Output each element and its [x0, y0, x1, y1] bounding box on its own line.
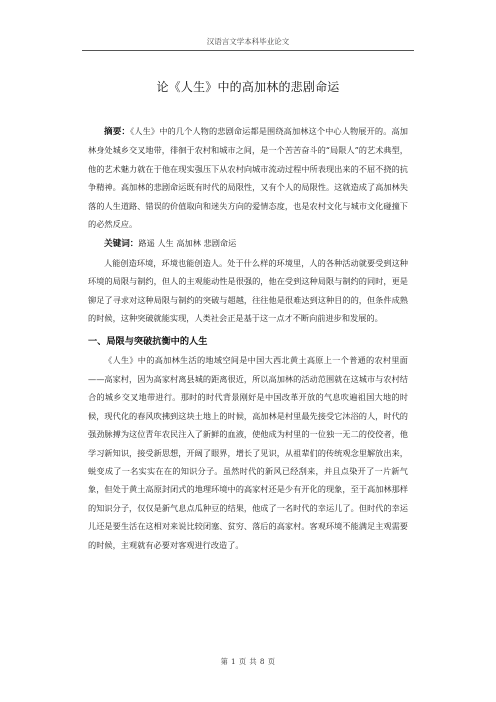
page-footer: 第 1 页 共 8 页 [220, 657, 276, 666]
abstract-label: 摘要： [104, 127, 131, 137]
section-heading: 一、局限与突破抗衡中的人生 [88, 336, 208, 348]
paper-title: 论《人生》中的高加林的悲剧命运 [156, 80, 340, 94]
page-header: 汉语言文学本科毕业论文 [82, 36, 414, 51]
section-paragraph: 《人生》中的高加林生活的地域空间是中国大西北黄土高原上一个普通的农村里面——高家村，因为高家村离县城的距离很近，所以高加林的活动范围就在这城市与农村结合的城乡交叉地带进行。那时的时代背景刚好是中国改革开放的气息吹遍祖国大地的时候，现代化的春风吹拂到这块土地上的时候，高加林是村里最先接受它沐浴的人，时代的强劲脉搏为这位青年农民注入了新鲜的血液，使他成为村里的一位独一无二的佼佼者，他学习新知识，接受新思想，开阔了眼界，增长了见识，从祖辈们的传统观念里解放出来，蜕变成了一名实实在在的知识分子。虽然时代的新风已经刮来，并且点染开了一片新气象，但处于黄土高原封闭式的地理环境中的高家村还是少有开化的现象，至于高加林那样的知识分子，仅仅是新气息点瓜种豆的结果，他成了一名时代的幸运儿了。但时代的幸运儿还是要生活在这相对来说比较闭塞、贫穷、落后的高家村。客观环境不能满足主观需要的时候，主观就有必要对客观进行改造了。 [88, 355, 408, 550]
abstract-paragraph [88, 122, 408, 233]
keywords-line [88, 234, 408, 253]
keywords-text: 路遥 人生 高加林 悲剧命运 [138, 238, 237, 249]
abstract-text: 《人生》中的几个人物的悲剧命运都是围绕高加林这个中心人物展开的。高加林身处城乡交叉地带，徘徊于农村和城市之间，是一个苦苦奋斗的“局限人”的艺术典型，他的艺术魅力就在于他在现实强压下从农村向城市流动过程中所表现出来的不屈不挠的抗争精神。高加林的悲剧命运既有时代的局限性，又有个人的局限性。这就造成了高加林失落的人生道路、错误的价值取向和迷失方向的爱情态度，也是农村文化与城市文化碰撞下的必然反应。 [88, 126, 408, 230]
intro-paragraph: 人能创造环境，环境也能创造人。处于什么样的环境里，人的各种活动就要受到这种环境的局限与制约，但人的主观能动性是很强的，他在受到这种局限与制约的同时，更是铆足了寻求对这种局限与制约的突破与超越，往往他是很难达到这种目的的，但条件成熟的时候，这种突破就能实现，人类社会正是基于这一点才不断向前进步和发展的。 [88, 257, 408, 324]
paper-body [88, 122, 408, 554]
keywords-label: 关键词： [104, 239, 139, 250]
